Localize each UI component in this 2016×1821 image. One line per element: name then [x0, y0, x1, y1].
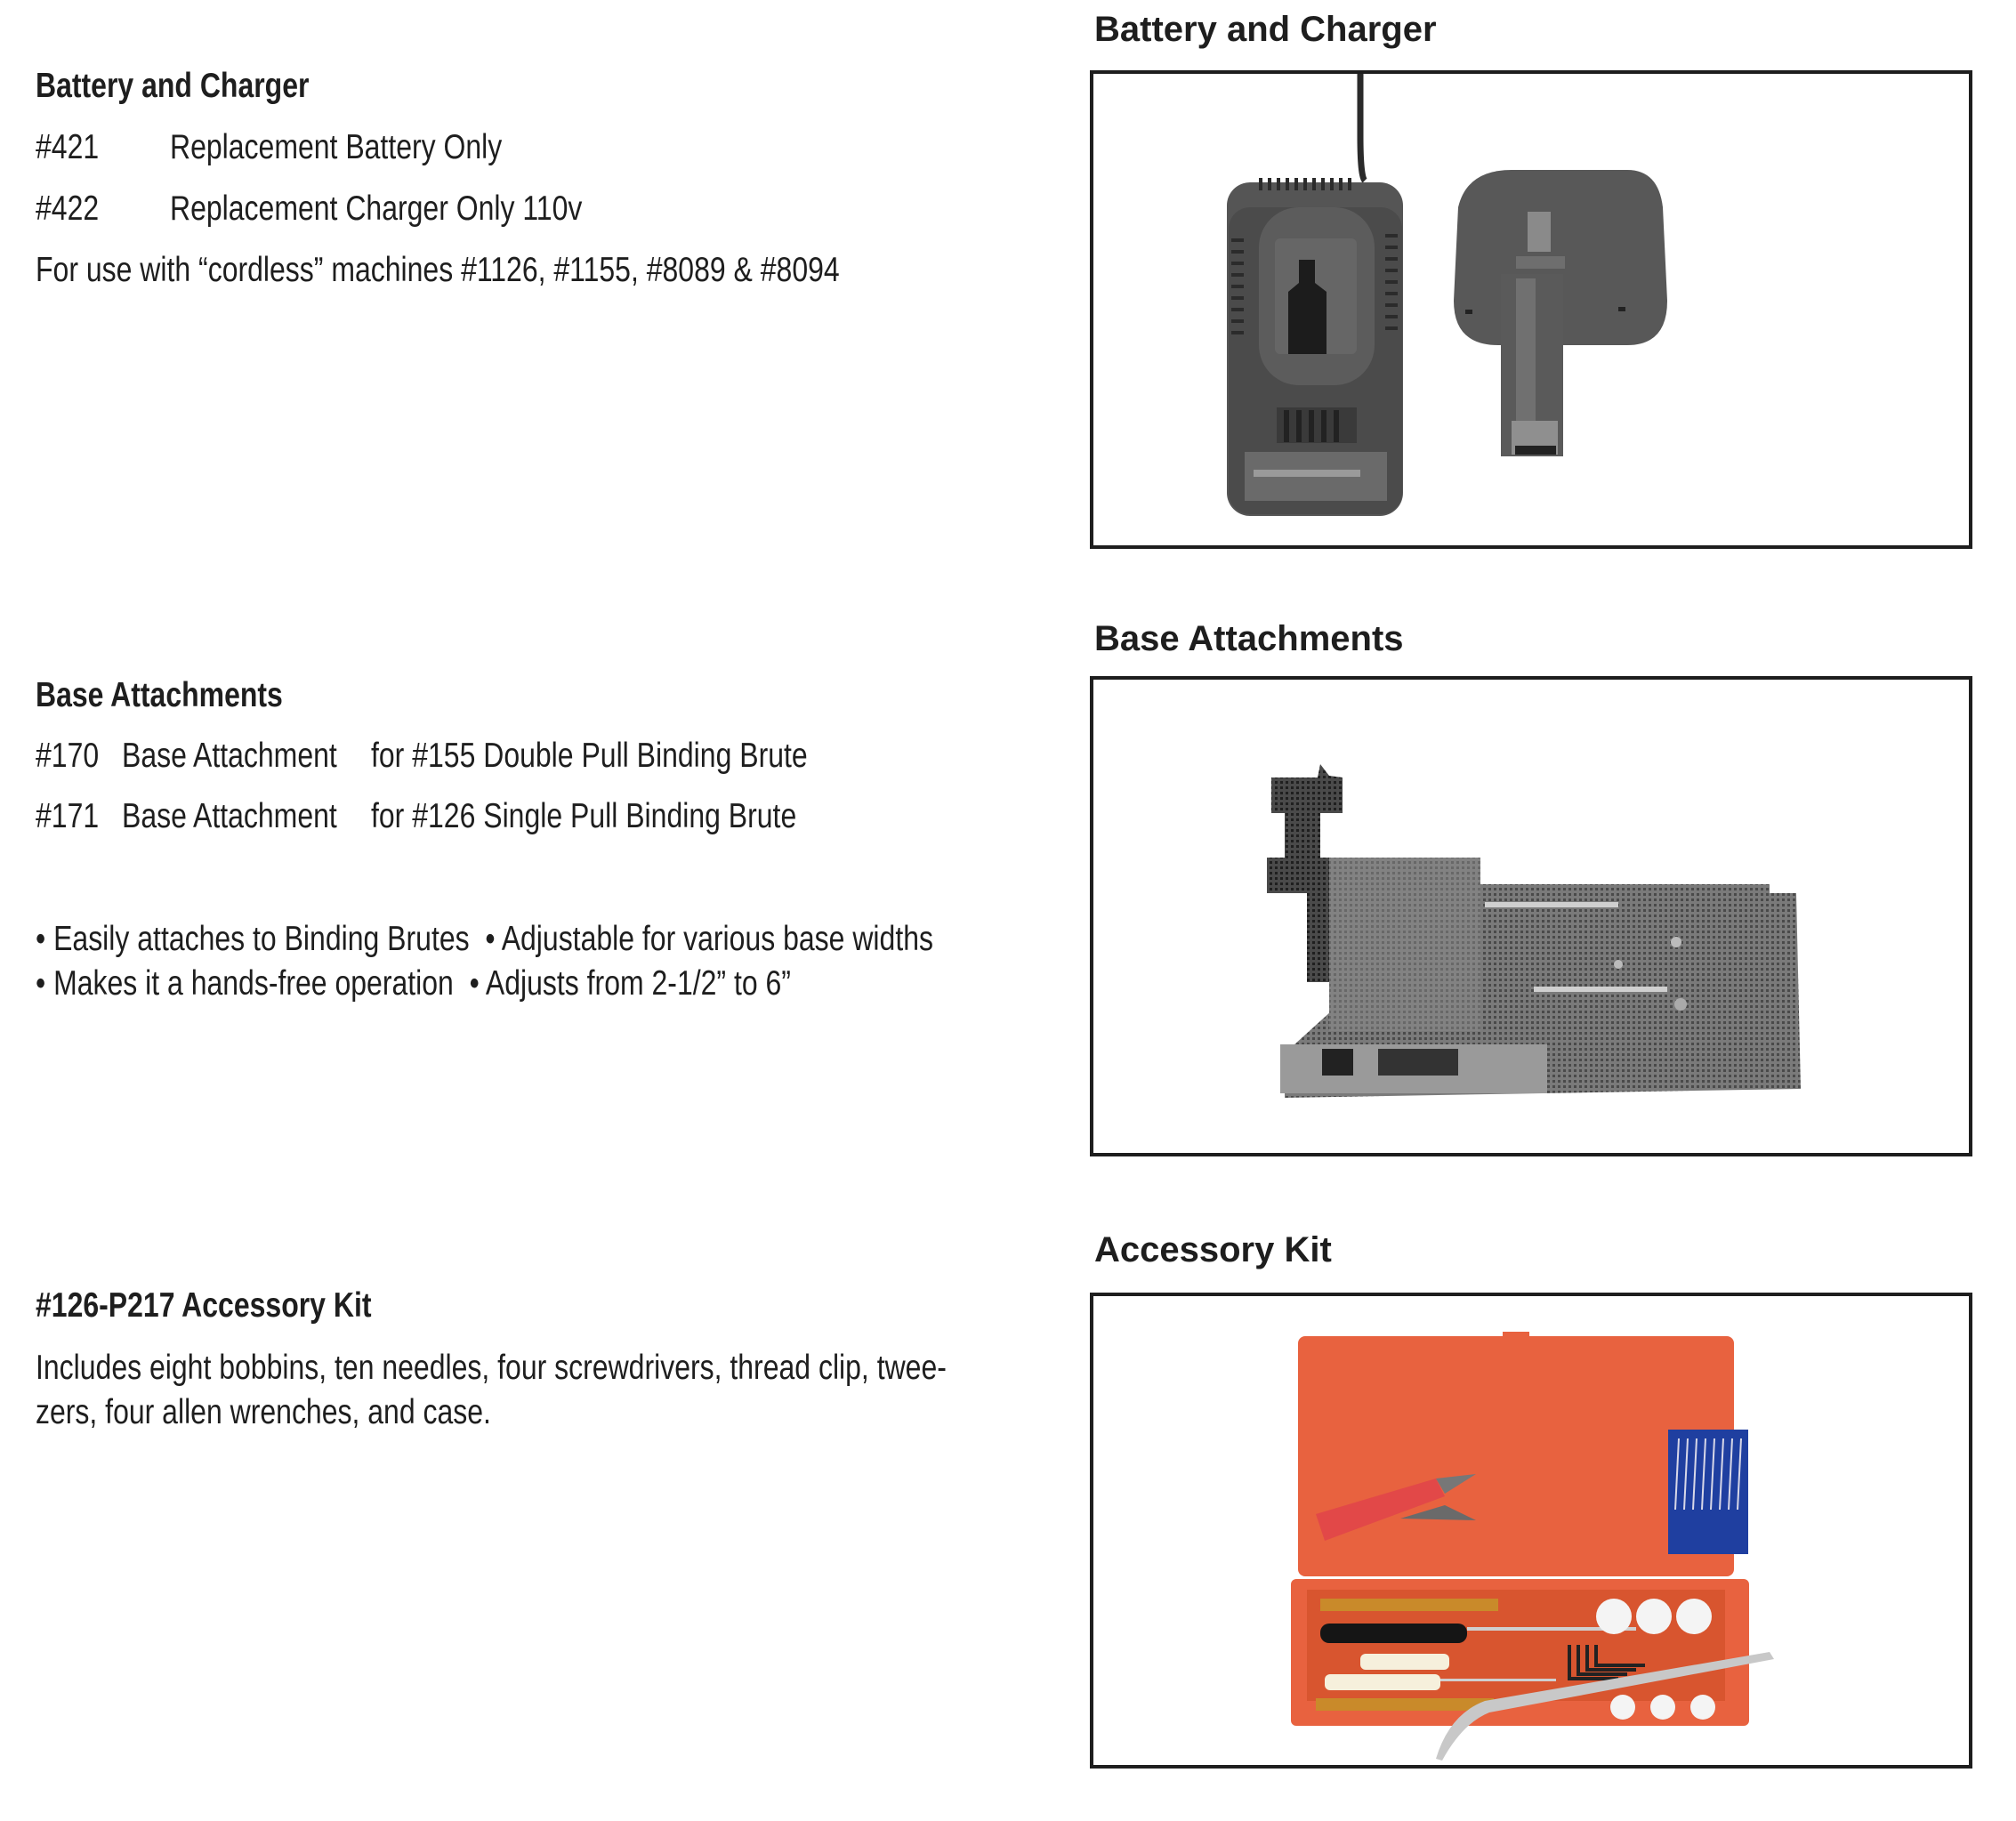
base-item-170: [36, 737, 808, 775]
panel-title-base: Base Attachments: [1094, 619, 1404, 658]
battery-charger-photo: [1090, 70, 1972, 549]
battery-item-422: [36, 189, 583, 228]
battery-compat-note: For use with “cordless” machines #1126, #1155, #8089 & #8094: [36, 251, 840, 289]
battery-icon: [1454, 170, 1667, 456]
kit-desc-line-1: Includes eight bobbins, ten needles, four screwdrivers, thread clip, twee-: [36, 1349, 947, 1387]
battery-section-heading: Battery and Charger: [36, 67, 310, 105]
base-feature-line-2: • Makes it a hands-free operation • Adjusts from 2-1/2” to 6”: [36, 964, 791, 1003]
panel-title-kit: Accessory Kit: [1094, 1230, 1332, 1269]
item-code: #422: [36, 189, 100, 228]
item-code: #170: [36, 737, 100, 775]
item-desc: Base Attachment: [122, 797, 337, 835]
base-attachment-illustration: [1093, 680, 1969, 1153]
charger-battery-illustration: [1093, 74, 1969, 545]
item-desc: Replacement Charger Only 110v: [170, 189, 583, 228]
accessory-kit-illustration: [1093, 1296, 1969, 1765]
item-code: #171: [36, 797, 100, 835]
base-item-171: [36, 797, 797, 835]
base-section-heading: Base Attachments: [36, 676, 283, 714]
kit-desc-line-2: zers, four allen wrenches, and case.: [36, 1393, 491, 1431]
base-attachment-photo: [1090, 676, 1972, 1156]
kit-section-heading: #126-P217 Accessory Kit: [36, 1286, 372, 1325]
charger-icon: [1227, 178, 1403, 516]
accessory-kit-photo: [1090, 1293, 1972, 1769]
battery-item-421: [36, 128, 503, 166]
item-compat: for #155 Double Pull Binding Brute: [371, 737, 808, 775]
base-feature-line-1: • Easily attaches to Binding Brutes • Adjustable for various base widths: [36, 920, 933, 958]
item-code: #421: [36, 128, 100, 166]
item-compat: for #126 Single Pull Binding Brute: [371, 797, 797, 835]
needle-pack-icon: [1668, 1430, 1748, 1554]
panel-title-battery: Battery and Charger: [1094, 10, 1437, 49]
item-desc: Replacement Battery Only: [170, 128, 503, 166]
item-desc: Base Attachment: [122, 737, 337, 775]
